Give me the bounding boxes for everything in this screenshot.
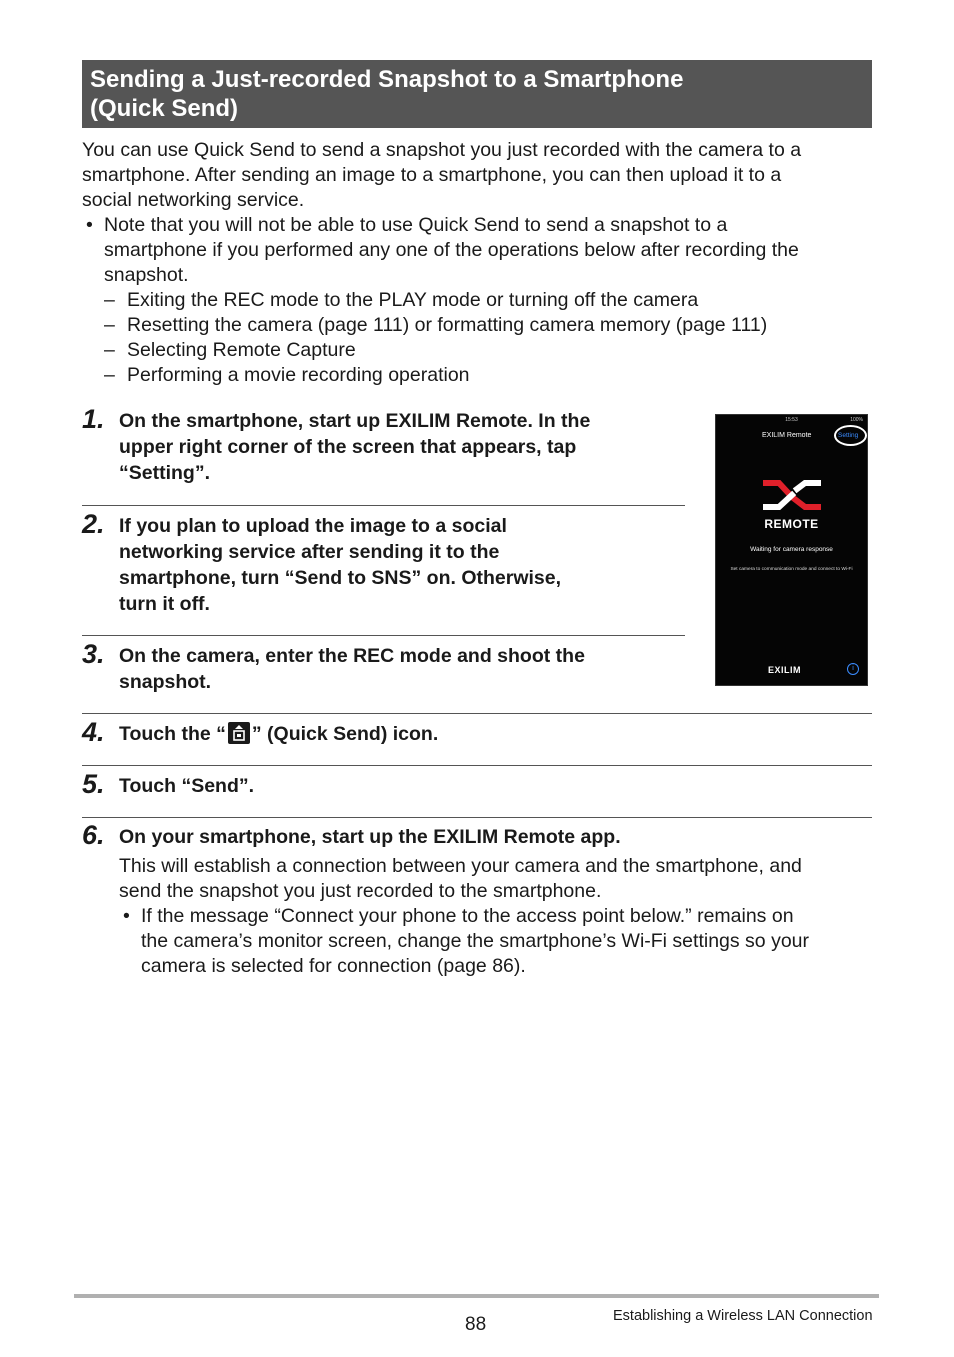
dash-item-text: Resetting the camera (page 111) or formatting camera memory (page 111): [127, 314, 768, 336]
step-text: [119, 773, 859, 799]
section-title-line-2: (Quick Send): [90, 95, 239, 122]
step-6-bullet: [119, 904, 872, 979]
step-divider: [82, 635, 685, 636]
dash-mark: –: [104, 314, 115, 336]
step-6-body-line: This will establish a connection between your camera and the smartphone, and: [119, 855, 802, 877]
step-divider: [82, 765, 872, 766]
step-text-after: ” (Quick Send) icon.: [251, 723, 439, 745]
dash-mark: –: [104, 339, 115, 361]
dash-item: [82, 288, 872, 313]
dash-item: [82, 363, 872, 388]
step-line: snapshot.: [119, 671, 212, 693]
info-icon[interactable]: i: [847, 663, 859, 675]
step-number: 1.: [82, 404, 105, 434]
footer-section-title: Establishing a Wireless LAN Connection: [613, 1308, 873, 1324]
step-text: [119, 643, 679, 695]
page-number: 88: [465, 1314, 487, 1335]
status-time: 15:53: [785, 417, 798, 423]
intro-line: smartphone. After sending an image to a smartphone, you can then upload it to a: [82, 164, 782, 186]
dash-item: [82, 338, 872, 363]
dash-item-text: Performing a movie recording operation: [127, 364, 470, 386]
dash-mark: –: [104, 364, 115, 386]
step-divider: [82, 505, 685, 506]
step-number: 4.: [82, 717, 105, 747]
step-6-body-line: send the snapshot you just recorded to the smartphone.: [119, 880, 602, 902]
app-title: EXILIM Remote: [762, 432, 812, 439]
bullet-mark: •: [123, 905, 130, 927]
step-text: [119, 721, 859, 747]
step-line: networking service after sending it to the: [119, 541, 500, 563]
step-line: smartphone, turn “Send to SNS” on. Otherwise,: [119, 567, 562, 589]
step-number: 3.: [82, 639, 105, 669]
remote-logo-icon: [763, 477, 821, 513]
connection-instruction: Set camera to communication mode and connect to Wi-Fi: [730, 567, 853, 572]
step-text: [119, 408, 679, 486]
step-text-before: Touch the “: [119, 723, 226, 745]
dash-item-text: Exiting the REC mode to the PLAY mode or turning off the camera: [127, 289, 699, 311]
status-battery: 100%: [850, 417, 863, 423]
connection-status: Waiting for camera response: [750, 546, 833, 553]
section-title-line-1: Sending a Just-recorded Snapshot to a Smartphone: [90, 66, 684, 93]
dash-mark: –: [104, 289, 115, 311]
step-divider: [82, 713, 872, 714]
note-line: Note that you will not be able to use Quick Send to send a snapshot to a: [104, 214, 728, 236]
remote-logo-label: REMOTE: [764, 517, 819, 531]
step-divider: [82, 817, 872, 818]
step-line: On the smartphone, start up EXILIM Remote. In the: [119, 410, 591, 432]
quick-send-icon: [228, 722, 250, 744]
dash-item: [82, 313, 872, 338]
step-line: Touch “Send”.: [119, 775, 255, 797]
intro-line: social networking service.: [82, 189, 305, 211]
bullet-mark: •: [86, 214, 93, 236]
intro-line: You can use Quick Send to send a snapshot you just recorded with the camera to a: [82, 139, 802, 161]
step-line: “Setting”.: [119, 462, 210, 484]
step-number: 5.: [82, 769, 105, 799]
section-title-bar: [82, 60, 872, 128]
step-line: If you plan to upload the image to a social: [119, 515, 507, 537]
step-number: 2.: [82, 509, 105, 539]
note-line: snapshot.: [104, 264, 189, 286]
step-text: [119, 824, 859, 850]
intro-text: [82, 138, 872, 388]
brand-logo: EXILIM: [768, 665, 802, 675]
setting-highlight-circle: [834, 425, 867, 446]
step-line: upper right corner of the screen that appears, tap: [119, 436, 577, 458]
footer-divider: [74, 1294, 879, 1298]
step-line: turn it off.: [119, 593, 210, 615]
step-6-bullet-line: the camera’s monitor screen, change the smartphone’s Wi-Fi settings so your: [141, 930, 809, 952]
step-number: 6.: [82, 820, 105, 850]
step-text: [119, 513, 679, 617]
step-6-bullet-line: camera is selected for connection (page 86).: [141, 955, 526, 977]
step-6-body: [119, 854, 872, 979]
note-bullet: [82, 213, 872, 288]
setting-button[interactable]: Setting: [838, 432, 859, 439]
step-line: On the camera, enter the REC mode and shoot the: [119, 645, 585, 667]
step-line: On your smartphone, start up the EXILIM Remote app.: [119, 826, 621, 848]
smartphone-screenshot: [715, 414, 868, 686]
step-6-bullet-line: If the message “Connect your phone to the access point below.” remains on: [141, 905, 794, 927]
dash-item-text: Selecting Remote Capture: [127, 339, 356, 361]
note-line: smartphone if you performed any one of the operations below after recording the: [104, 239, 799, 261]
